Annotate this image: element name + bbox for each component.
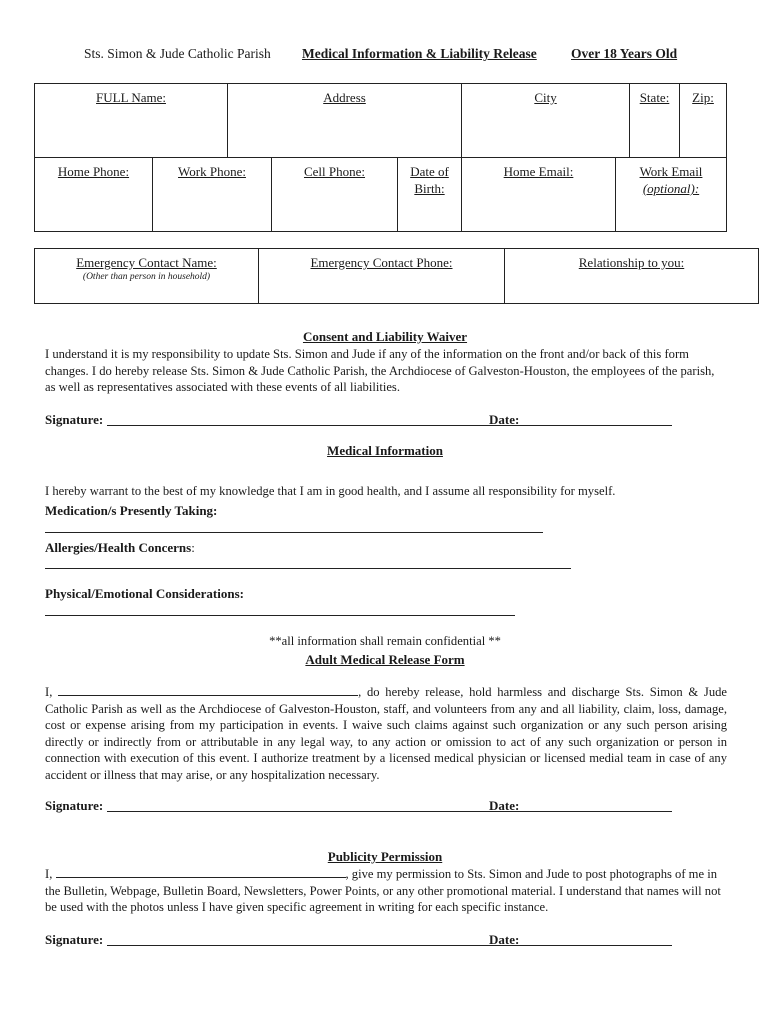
publicity-prefix: I, bbox=[45, 867, 53, 881]
relationship-field[interactable] bbox=[505, 249, 759, 304]
allergies-label bbox=[45, 540, 195, 556]
medications-line[interactable] bbox=[45, 532, 543, 533]
home-email-label: Home Email: bbox=[503, 164, 574, 179]
state-label: State: bbox=[639, 90, 670, 105]
contact-info-table-row2 bbox=[34, 157, 727, 232]
publicity-heading: Publicity Permission bbox=[327, 849, 443, 864]
emergency-contact-name-note: (Other than person in household) bbox=[82, 272, 211, 282]
address-label: Address bbox=[323, 90, 366, 105]
form-title: Medical Information & Liability Release bbox=[302, 46, 537, 61]
date-label: Date: bbox=[489, 798, 520, 813]
signature-label: Signature: bbox=[45, 798, 104, 813]
dob-label-line2: Birth: bbox=[414, 181, 445, 196]
work-email-field[interactable] bbox=[616, 158, 727, 232]
full-name-label: FULL Name: bbox=[96, 90, 166, 105]
publicity-date-line[interactable] bbox=[522, 945, 672, 946]
consent-signature-row bbox=[45, 412, 745, 430]
date-of-birth-field[interactable] bbox=[398, 158, 462, 232]
work-email-optional-note: (optional): bbox=[642, 181, 700, 196]
emergency-contact-name-field[interactable] bbox=[35, 249, 259, 304]
parish-name: Sts. Simon & Jude Catholic Parish bbox=[84, 46, 271, 61]
allergies-colon: : bbox=[191, 540, 195, 555]
allergies-label-text: Allergies/Health Concerns bbox=[45, 540, 192, 555]
publicity-text: , give my permission to Sts. Simon and Jude to post photographs of me in the Bulletin, Webpage, Bulletin Board, Newsletters, Power Points, or any other promotional material. I understand that names will not be used with the photos unless I have given specific agreement in writing for each specific instance. bbox=[45, 867, 721, 915]
medical-heading: Medical Information bbox=[327, 443, 443, 458]
home-phone-label: Home Phone: bbox=[57, 164, 130, 179]
emergency-contact-name-label: Emergency Contact Name: bbox=[76, 255, 217, 270]
publicity-text-block bbox=[45, 866, 727, 916]
signature-label: Signature: bbox=[45, 932, 104, 947]
publicity-name-blank[interactable] bbox=[56, 867, 346, 878]
dob-label-line1: Date of bbox=[410, 164, 449, 179]
age-requirement: Over 18 Years Old bbox=[571, 46, 678, 61]
work-phone-field[interactable] bbox=[153, 158, 272, 232]
physical-line[interactable] bbox=[45, 615, 515, 616]
zip-field[interactable] bbox=[680, 84, 727, 158]
state-field[interactable] bbox=[630, 84, 680, 158]
medical-warrant-text: I hereby warrant to the best of my knowledge that I am in good health, and I assume all responsibility for myself. bbox=[45, 484, 616, 498]
release-text-block bbox=[45, 684, 727, 784]
consent-heading: Consent and Liability Waiver bbox=[302, 329, 468, 344]
release-date-line[interactable] bbox=[522, 811, 672, 812]
release-prefix: I, bbox=[45, 685, 53, 699]
publicity-signature-row bbox=[45, 932, 745, 950]
home-email-field[interactable] bbox=[462, 158, 616, 232]
cell-phone-field[interactable] bbox=[272, 158, 398, 232]
address-field[interactable] bbox=[228, 84, 462, 158]
home-phone-field[interactable] bbox=[35, 158, 153, 232]
release-text: , do hereby release, hold harmless and discharge Sts. Simon & Jude Catholic Parish as well as the Archdiocese of Galveston-Houston, staff, and volunteers from any and all liability, claim, loss, damage, cost or expense arising from my participation in events. I waive such claims against such organization or any such person arising directly or indirectly from or attributable in any legal way, to any action or omission to act of any such organization or person in connection with execution of this event. I authorize treatment by a licensed medical physician or licensed medial team in case of any accident or illness that may arise, or any hospitalization necessary. bbox=[45, 685, 727, 782]
zip-label: Zip: bbox=[692, 90, 714, 105]
date-label: Date: bbox=[489, 932, 520, 947]
consent-signature-line[interactable] bbox=[107, 425, 533, 426]
date-label: Date: bbox=[489, 412, 520, 427]
emergency-contact-table bbox=[34, 248, 759, 304]
confidential-note: **all information shall remain confidential ** bbox=[269, 634, 501, 648]
release-name-blank[interactable] bbox=[58, 685, 358, 696]
contact-info-table bbox=[34, 83, 727, 158]
physical-label: Physical/Emotional Considerations: bbox=[45, 586, 244, 601]
relationship-label: Relationship to you: bbox=[578, 255, 685, 270]
emergency-contact-phone-field[interactable] bbox=[259, 249, 505, 304]
city-field[interactable] bbox=[462, 84, 630, 158]
full-name-field[interactable] bbox=[35, 84, 228, 158]
medications-label: Medication/s Presently Taking: bbox=[45, 503, 218, 518]
allergies-line[interactable] bbox=[45, 568, 571, 569]
release-signature-line[interactable] bbox=[107, 811, 533, 812]
work-email-label: Work Email bbox=[639, 164, 703, 179]
consent-date-line[interactable] bbox=[522, 425, 672, 426]
work-phone-label: Work Phone: bbox=[178, 164, 246, 179]
emergency-contact-phone-label: Emergency Contact Phone: bbox=[310, 255, 453, 270]
cell-phone-label: Cell Phone: bbox=[303, 164, 366, 179]
consent-text: I understand it is my responsibility to update Sts. Simon and Jude if any of the information on the front and/or back of this form changes. I do hereby release Sts. Simon & Jude Catholic Parish, the Archdiocese of Galveston-Houston, the employees of the parish, as well as representatives associated with these events of all liabilities. bbox=[45, 347, 715, 395]
signature-label: Signature: bbox=[45, 412, 104, 427]
release-signature-row bbox=[45, 798, 745, 816]
publicity-signature-line[interactable] bbox=[107, 945, 533, 946]
release-heading: Adult Medical Release Form bbox=[305, 652, 465, 667]
city-label: City bbox=[534, 90, 557, 105]
